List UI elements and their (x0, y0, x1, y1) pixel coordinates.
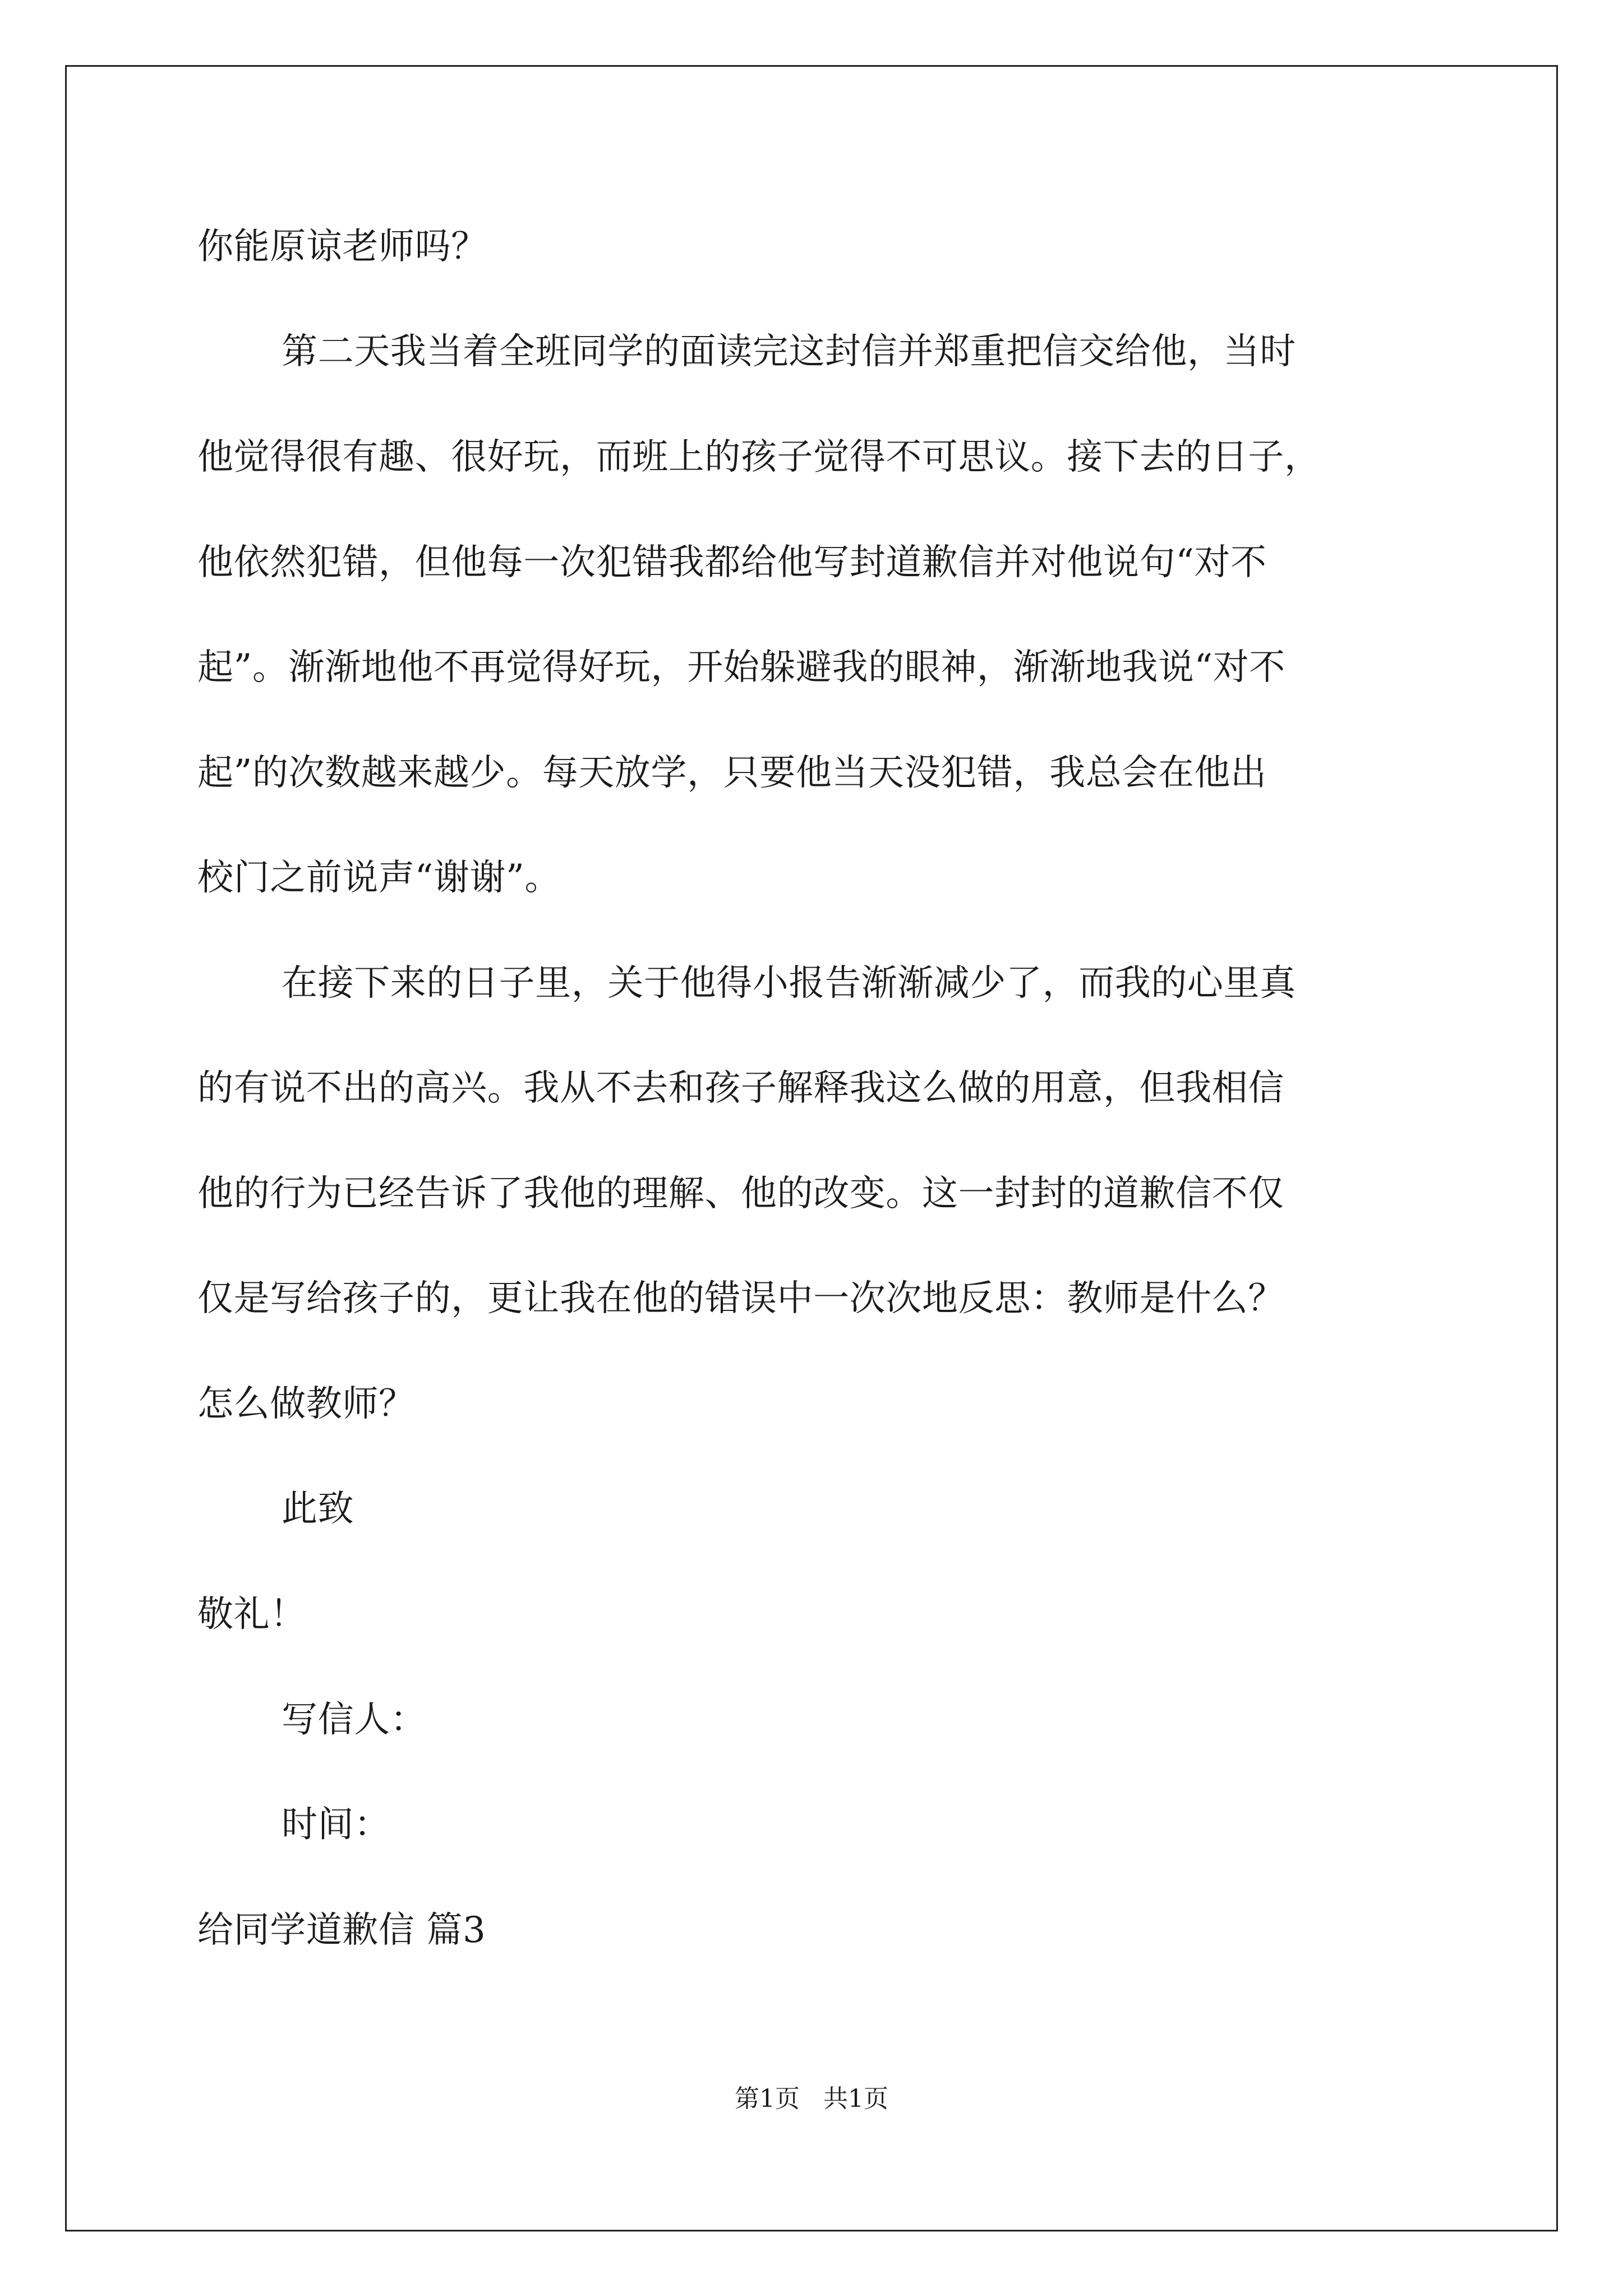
text-line: 他觉得很有趣、很好玩，而班上的孩子觉得不可思议。接下去的日子， (197, 436, 1321, 478)
text-line: 起”。渐渐地他不再觉得好玩，开始躲避我的眼神，渐渐地我说“对不 (197, 647, 1286, 688)
text-line: 校门之前说声“谢谢”。 (197, 857, 561, 899)
text-line: 他依然犯错，但他每一次犯错我都给他写封道歉信并对他说句“对不 (197, 542, 1267, 583)
page-border (65, 65, 1558, 2231)
section-heading: 给同学道歉信 篇3 (197, 1910, 486, 1951)
closing-phrase: 此致 (282, 1488, 354, 1530)
page-number: 第1页 共1页 (735, 2085, 888, 2113)
text-line: 怎么做教师？ (197, 1383, 415, 1425)
paragraph-start: 在接下来的日子里，关于他得小报告渐渐减少了，而我的心里真 (282, 963, 1296, 1004)
signature-label: 写信人： (282, 1699, 427, 1741)
paragraph-start: 第二天我当着全班同学的面读完这封信并郑重把信交给他，当时 (282, 331, 1296, 372)
date-label: 时间： (282, 1804, 390, 1846)
text-line: 起”的次数越来越少。每天放学，只要他当天没犯错，我总会在他出 (197, 752, 1267, 794)
text-line: 的有说不出的高兴。我从不去和孩子解释我这么做的用意，但我相信 (197, 1068, 1284, 1109)
salutation: 敬礼！ (197, 1594, 306, 1635)
text-line: 他的行为已经告诉了我他的理解、他的改变。这一封封的道歉信不仅 (197, 1173, 1284, 1214)
text-line: 仅是写给孩子的，更让我在他的错误中一次次地反思：教师是什么？ (197, 1278, 1284, 1319)
text-line: 你能原谅老师吗？ (197, 226, 487, 268)
